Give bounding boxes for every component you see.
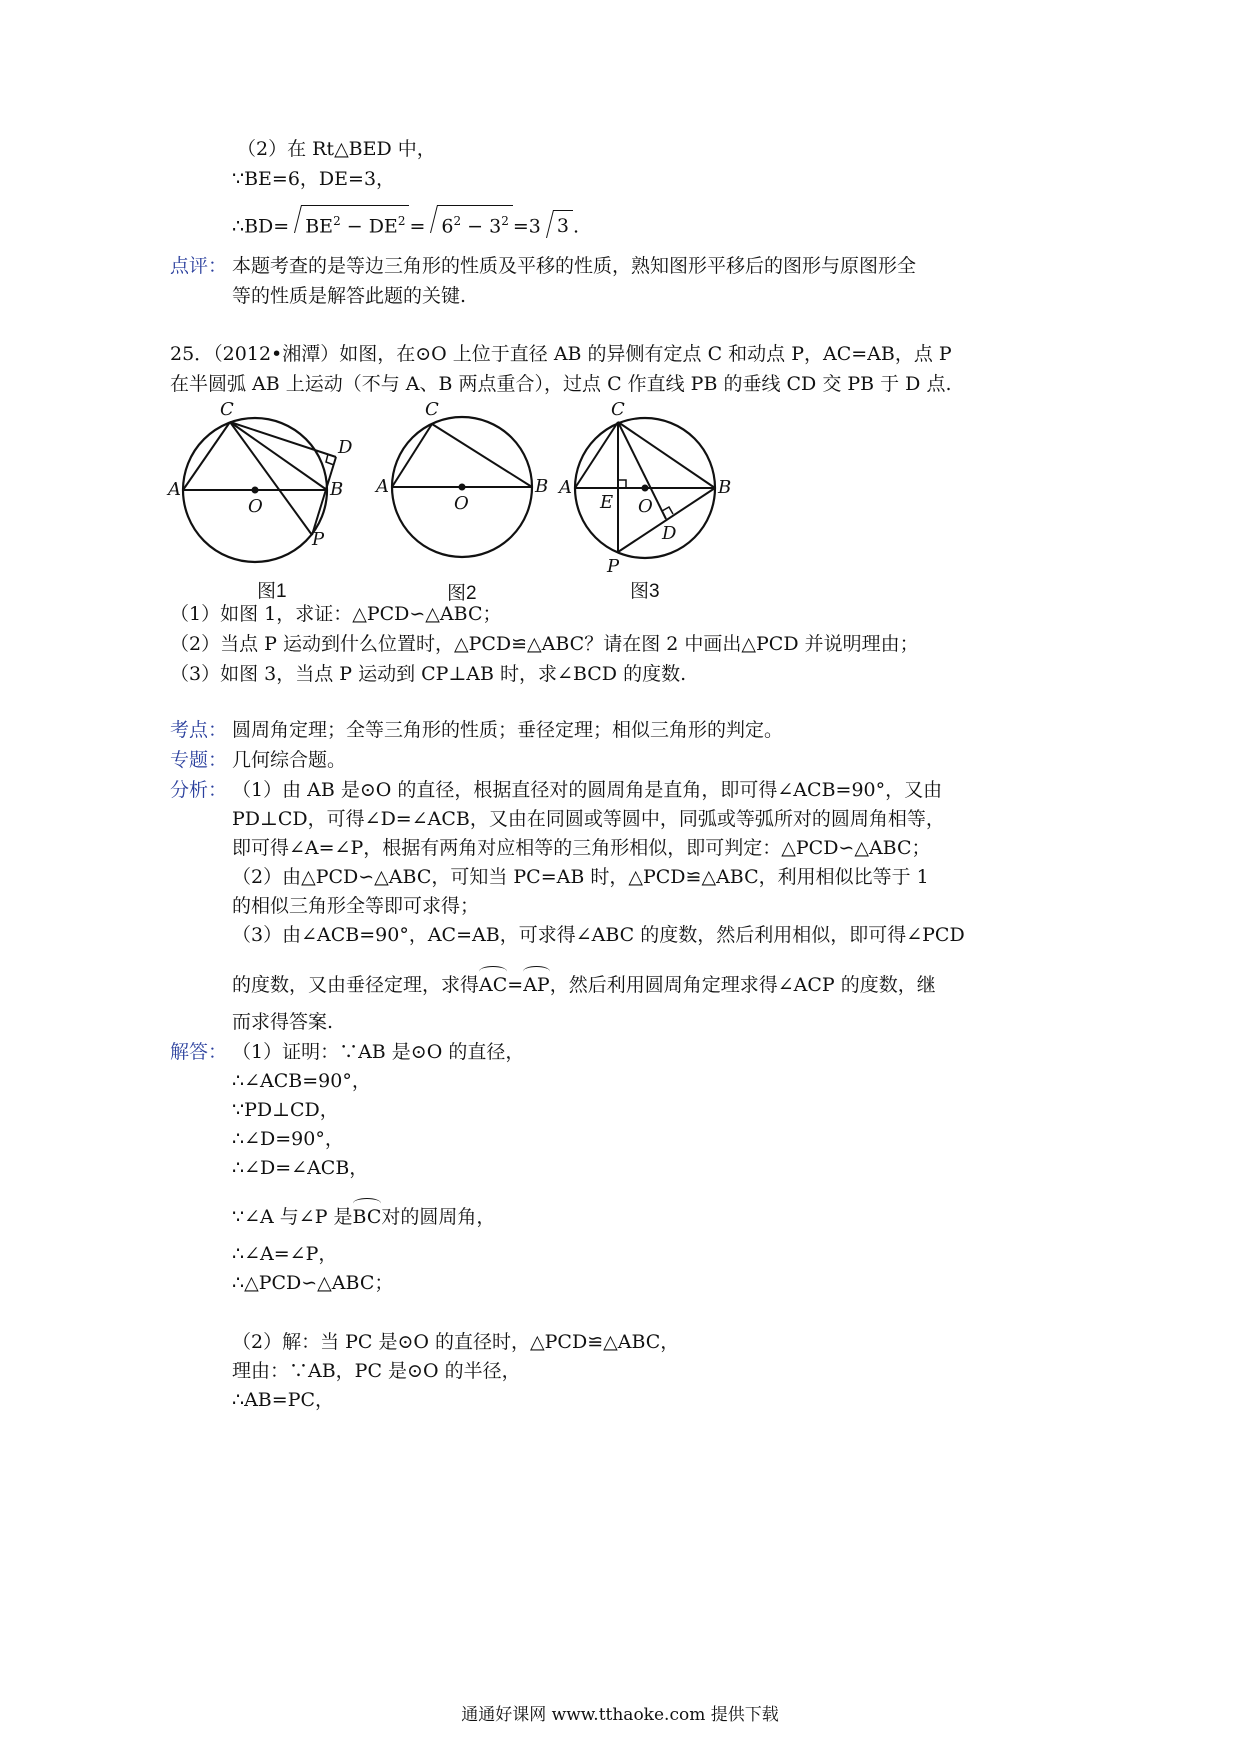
fig3-label-e: E [600,492,614,513]
jieda-line-9: （2）解：当 PC 是⊙O 的直径时，△PCD≌△ABC， [232,1331,680,1353]
fig2-cb [432,424,532,487]
comment-line-1: 本题考查的是等边三角形的性质及平移的性质，熟知图形平移后的图形与原图形全 [232,255,917,277]
fig1-ca [183,422,230,490]
fenxi-line-5: 的相似三角形全等即可求得； [232,895,480,917]
fig3-label-b: B [718,477,732,498]
problem-line-2: 在半圆弧 AB 上运动（不与 A、B 两点重合），过点 C 作直线 PB 的垂线 CD 交 PB 于 D 点. [170,373,952,395]
fig2-label-a: A [376,476,389,497]
jieda-label: 解答： [170,1041,228,1063]
jieda-line-5: ∴∠D=∠ACB， [232,1157,369,1179]
fig3-cb [618,422,715,488]
fig3-label-d: D [662,523,677,544]
prev-line-3 [232,205,579,239]
prev-line-2: ∵BE=6，DE=3， [232,168,396,190]
fig1-cd [230,422,336,457]
zhuanti-text: 几何综合题。 [232,749,347,771]
jieda-line-8: ∴△PCD∽△ABC； [232,1272,394,1294]
problem-line-1: 25．（2012•湘潭）如图，在⊙O 上位于直径 AB 的异侧有定点 C 和动点 P，AC=AB，点 P [170,343,952,365]
fig2-center-dot [459,484,466,491]
fig3-label-o: O [638,496,653,517]
formula-prefix: ∴BD= [232,215,290,238]
fig1-label-a: A [168,479,181,500]
fenxi-line-7-pre: 的度数，又由垂径定理，求得 [232,974,480,996]
sup-2: 2 [397,214,406,228]
sup-4: 2 [501,214,509,228]
fenxi-line-7 [232,966,936,998]
figure-1-caption: 图1 [257,581,287,602]
jieda-line-1: （1）证明：∵AB 是⊙O 的直径， [232,1041,525,1063]
fenxi-line-7-post: ，然后利用圆周角定理求得∠ACP 的度数，继 [549,974,936,996]
fig1-center-dot [252,487,259,494]
jieda-line-11: ∴AB=PC， [232,1389,335,1411]
radical-1-b: − DE [340,215,398,238]
fenxi-line-6: （3）由∠ACB=90°，AC=AB，可求得∠ABC 的度数，然后利用相似，即可得∠PCD [232,924,965,946]
fig2-label-b: B [535,476,549,497]
figure-2-caption: 图2 [447,583,477,604]
figure-3-caption: 图3 [630,581,660,602]
fenxi-line-7-eq: = [507,974,524,996]
fig3-center-dot [642,485,649,492]
fenxi-line-4: （2）由△PCD∽△ABC，可知当 PC=AB 时，△PCD≌△ABC，利用相似比等于 1 [232,866,929,888]
fig1-label-b: B [330,479,344,500]
fenxi-line-3: 即可得∠A=∠P，根据有两角对应相等的三角形相似，即可判定：△PCD∽△ABC； [232,837,931,859]
question-1: （1）如图 1，求证：△PCD∽△ABC； [170,603,502,625]
fig1-cb [230,422,327,490]
jieda-line-4: ∴∠D=90°， [232,1128,344,1150]
arc-ac: AC [479,966,507,998]
formula-end: . [572,215,579,238]
question-2: （2）当点 P 运动到什么位置时，△PCD≌△ABC？请在图 2 中画出△PCD 并说明理由； [170,633,919,655]
figure-1 [166,399,353,562]
zhuanti-label: 专题： [170,749,228,771]
jieda-line-3: ∵PD⊥CD， [232,1099,339,1121]
radical-3-a: 3 [556,215,569,238]
fig1-label-c: C [220,399,234,420]
prev-line-1: （2）在 Rt△BED 中， [237,138,436,160]
fig3-label-p: P [607,556,620,577]
geometry-figures [160,395,760,605]
jieda-line-6 [232,1198,495,1230]
jieda-line-6-post: 对的圆周角， [381,1206,496,1228]
fenxi-line-1: （1）由 AB 是⊙O 的直径，根据直径对的圆周角是直角，即可得∠ACB=90°，又由 [232,779,943,801]
formula-eq: = [409,215,426,238]
radical-3 [553,210,573,239]
sup-3: 2 [453,214,462,228]
comment-line-2: 等的性质是解答此题的关键. [232,285,467,307]
fig2-ca [392,424,432,487]
fig3-right-angle-e [618,480,626,488]
sup-1: 2 [333,214,341,228]
radical-2-b: − 3 [461,215,502,238]
fig1-cp [230,422,312,535]
figure-3 [557,399,731,577]
fig1-label-d: D [338,437,353,458]
fenxi-line-2: PD⊥CD，可得∠D=∠ACB，又由在同圆或等圆中，同弧或等弧所对的圆周角相等， [232,808,945,830]
radical-2-a: 6 [441,215,454,238]
kaodian-text: 圆周角定理；全等三角形的性质；垂径定理；相似三角形的判定。 [232,719,784,741]
fig1-label-p: P [312,529,325,550]
fenxi-label: 分析： [170,779,228,801]
arc-ap: AP [523,966,550,998]
arc-bc: BC [353,1198,382,1230]
fig3-label-c: C [611,399,625,420]
kaodian-label: 考点： [170,719,228,741]
jieda-line-2: ∴∠ACB=90°， [232,1070,371,1092]
comment-label: 点评： [170,255,228,277]
question-3: （3）如图 3，当点 P 运动到 CP⊥AB 时，求∠BCD 的度数. [170,663,687,685]
fenxi-line-8: 而求得答案. [232,1011,334,1033]
page-footer: 通通好课网 www.tthaoke.com 提供下载 [461,1705,779,1725]
jieda-line-7: ∴∠A=∠P， [232,1243,338,1265]
fig2-label-c: C [425,399,439,420]
jieda-line-6-pre: ∵∠A 与∠P 是 [232,1206,353,1228]
formula-mid: =3 [512,215,541,238]
jieda-line-10: 理由：∵AB，PC 是⊙O 的半径， [232,1360,521,1382]
fig1-label-o: O [248,496,263,517]
fig3-label-a: A [559,477,572,498]
radical-2 [437,205,512,239]
figure-2 [374,399,548,557]
fig2-label-o: O [454,493,469,514]
fig3-ca [575,422,618,488]
radical-1-a: BE [305,215,334,238]
radical-1 [301,205,409,239]
